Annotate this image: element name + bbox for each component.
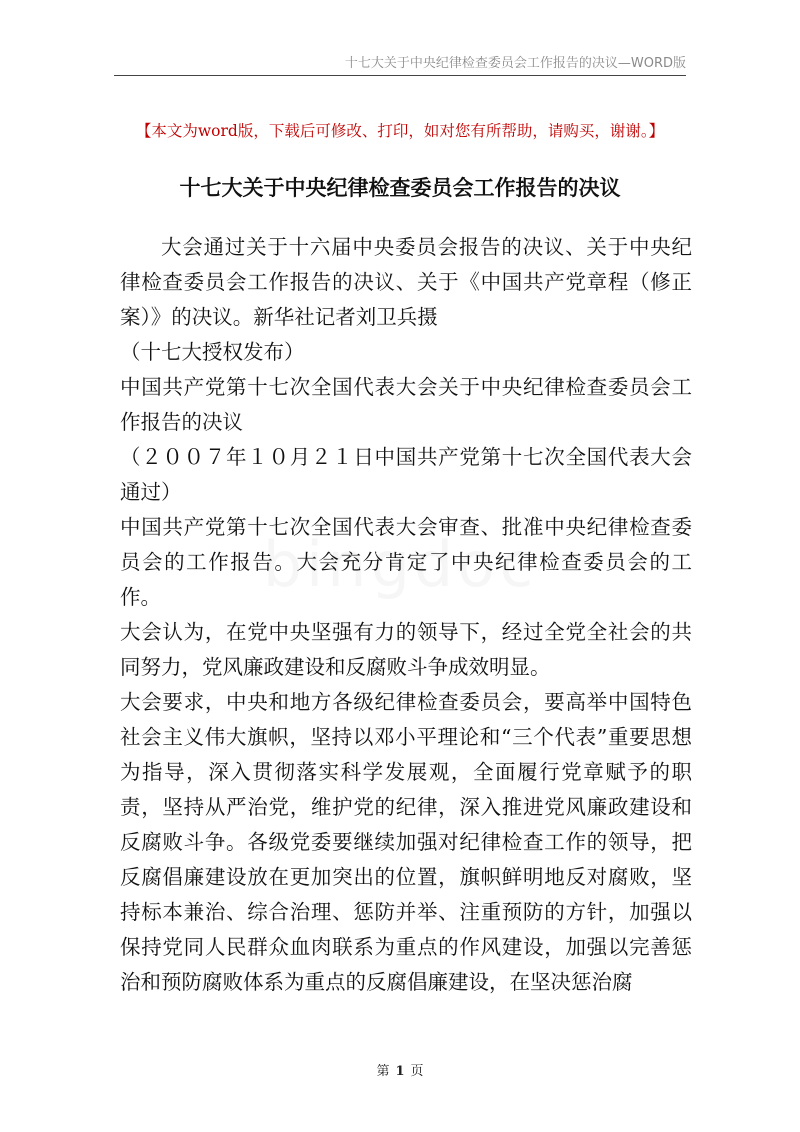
paragraph-requirements: 大会要求，中央和地方各级纪律检查委员会，要高举中国特色社会主义伟大旗帜，坚持以邓小平理论和“三个代表”重要思想为指导，深入贯彻落实科学发展观，全面履行党章赋予的职责，坚持从严治党，维护党的纪律，深入推进党风廉政建设和反腐败斗争。各级党委要继续加强对纪律检查工作的领导，把反腐倡廉建设放在更加突出的位置，旗帜鲜明地反对腐败，坚持标本兼治、综合治理、惩防并举、注重预防的方针，加强以保持党同人民群众血肉联系为重点的作风建设，加强以完善惩治和预防腐败体系为重点的反腐倡廉建设，在坚决惩治腐 [120, 690, 692, 994]
purchase-notice: 【本文为word版，下载后可修改、打印，如对您有所帮助，请购买，谢谢。】 [135, 122, 665, 140]
paragraph-approval: 中国共产党第十七次全国代表大会审查、批准中央纪律检查委员会的工作报告。大会充分肯定了中央纪律检查委员会的工作。 [120, 515, 692, 609]
page-header-title: 十七大关于中央纪律检查委员会工作报告的决议—WORD版 [344, 56, 686, 71]
document-body [120, 230, 692, 1000]
page-footer [0, 1060, 800, 1079]
paragraph-resolution-title: 中国共产党第十七次全国代表大会关于中央纪律检查委员会工作报告的决议 [120, 375, 692, 434]
header-divider [114, 75, 686, 76]
page-number: 1 [395, 1064, 405, 1079]
paragraph-authorized: （十七大授权发布） [120, 340, 305, 364]
paragraph-assessment: 大会认为，在党中央坚强有力的领导下，经过全党全社会的共同努力，党风廉政建设和反腐败斗争成效明显。 [120, 620, 692, 679]
document-title: 十七大关于中央纪律检查委员会工作报告的决议 [179, 176, 621, 200]
paragraph-intro: 大会通过关于十六届中央委员会报告的决议、关于中央纪律检查委员会工作报告的决议、关于《中国共产党章程（修正案）》的决议。新华社记者刘卫兵摄 [120, 235, 692, 329]
footer-prefix: 第 [376, 1064, 390, 1079]
footer-suffix: 页 [410, 1064, 424, 1079]
paragraph-date: （２００７年１０月２１日中国共产党第十七次全国代表大会通过） [120, 445, 692, 504]
